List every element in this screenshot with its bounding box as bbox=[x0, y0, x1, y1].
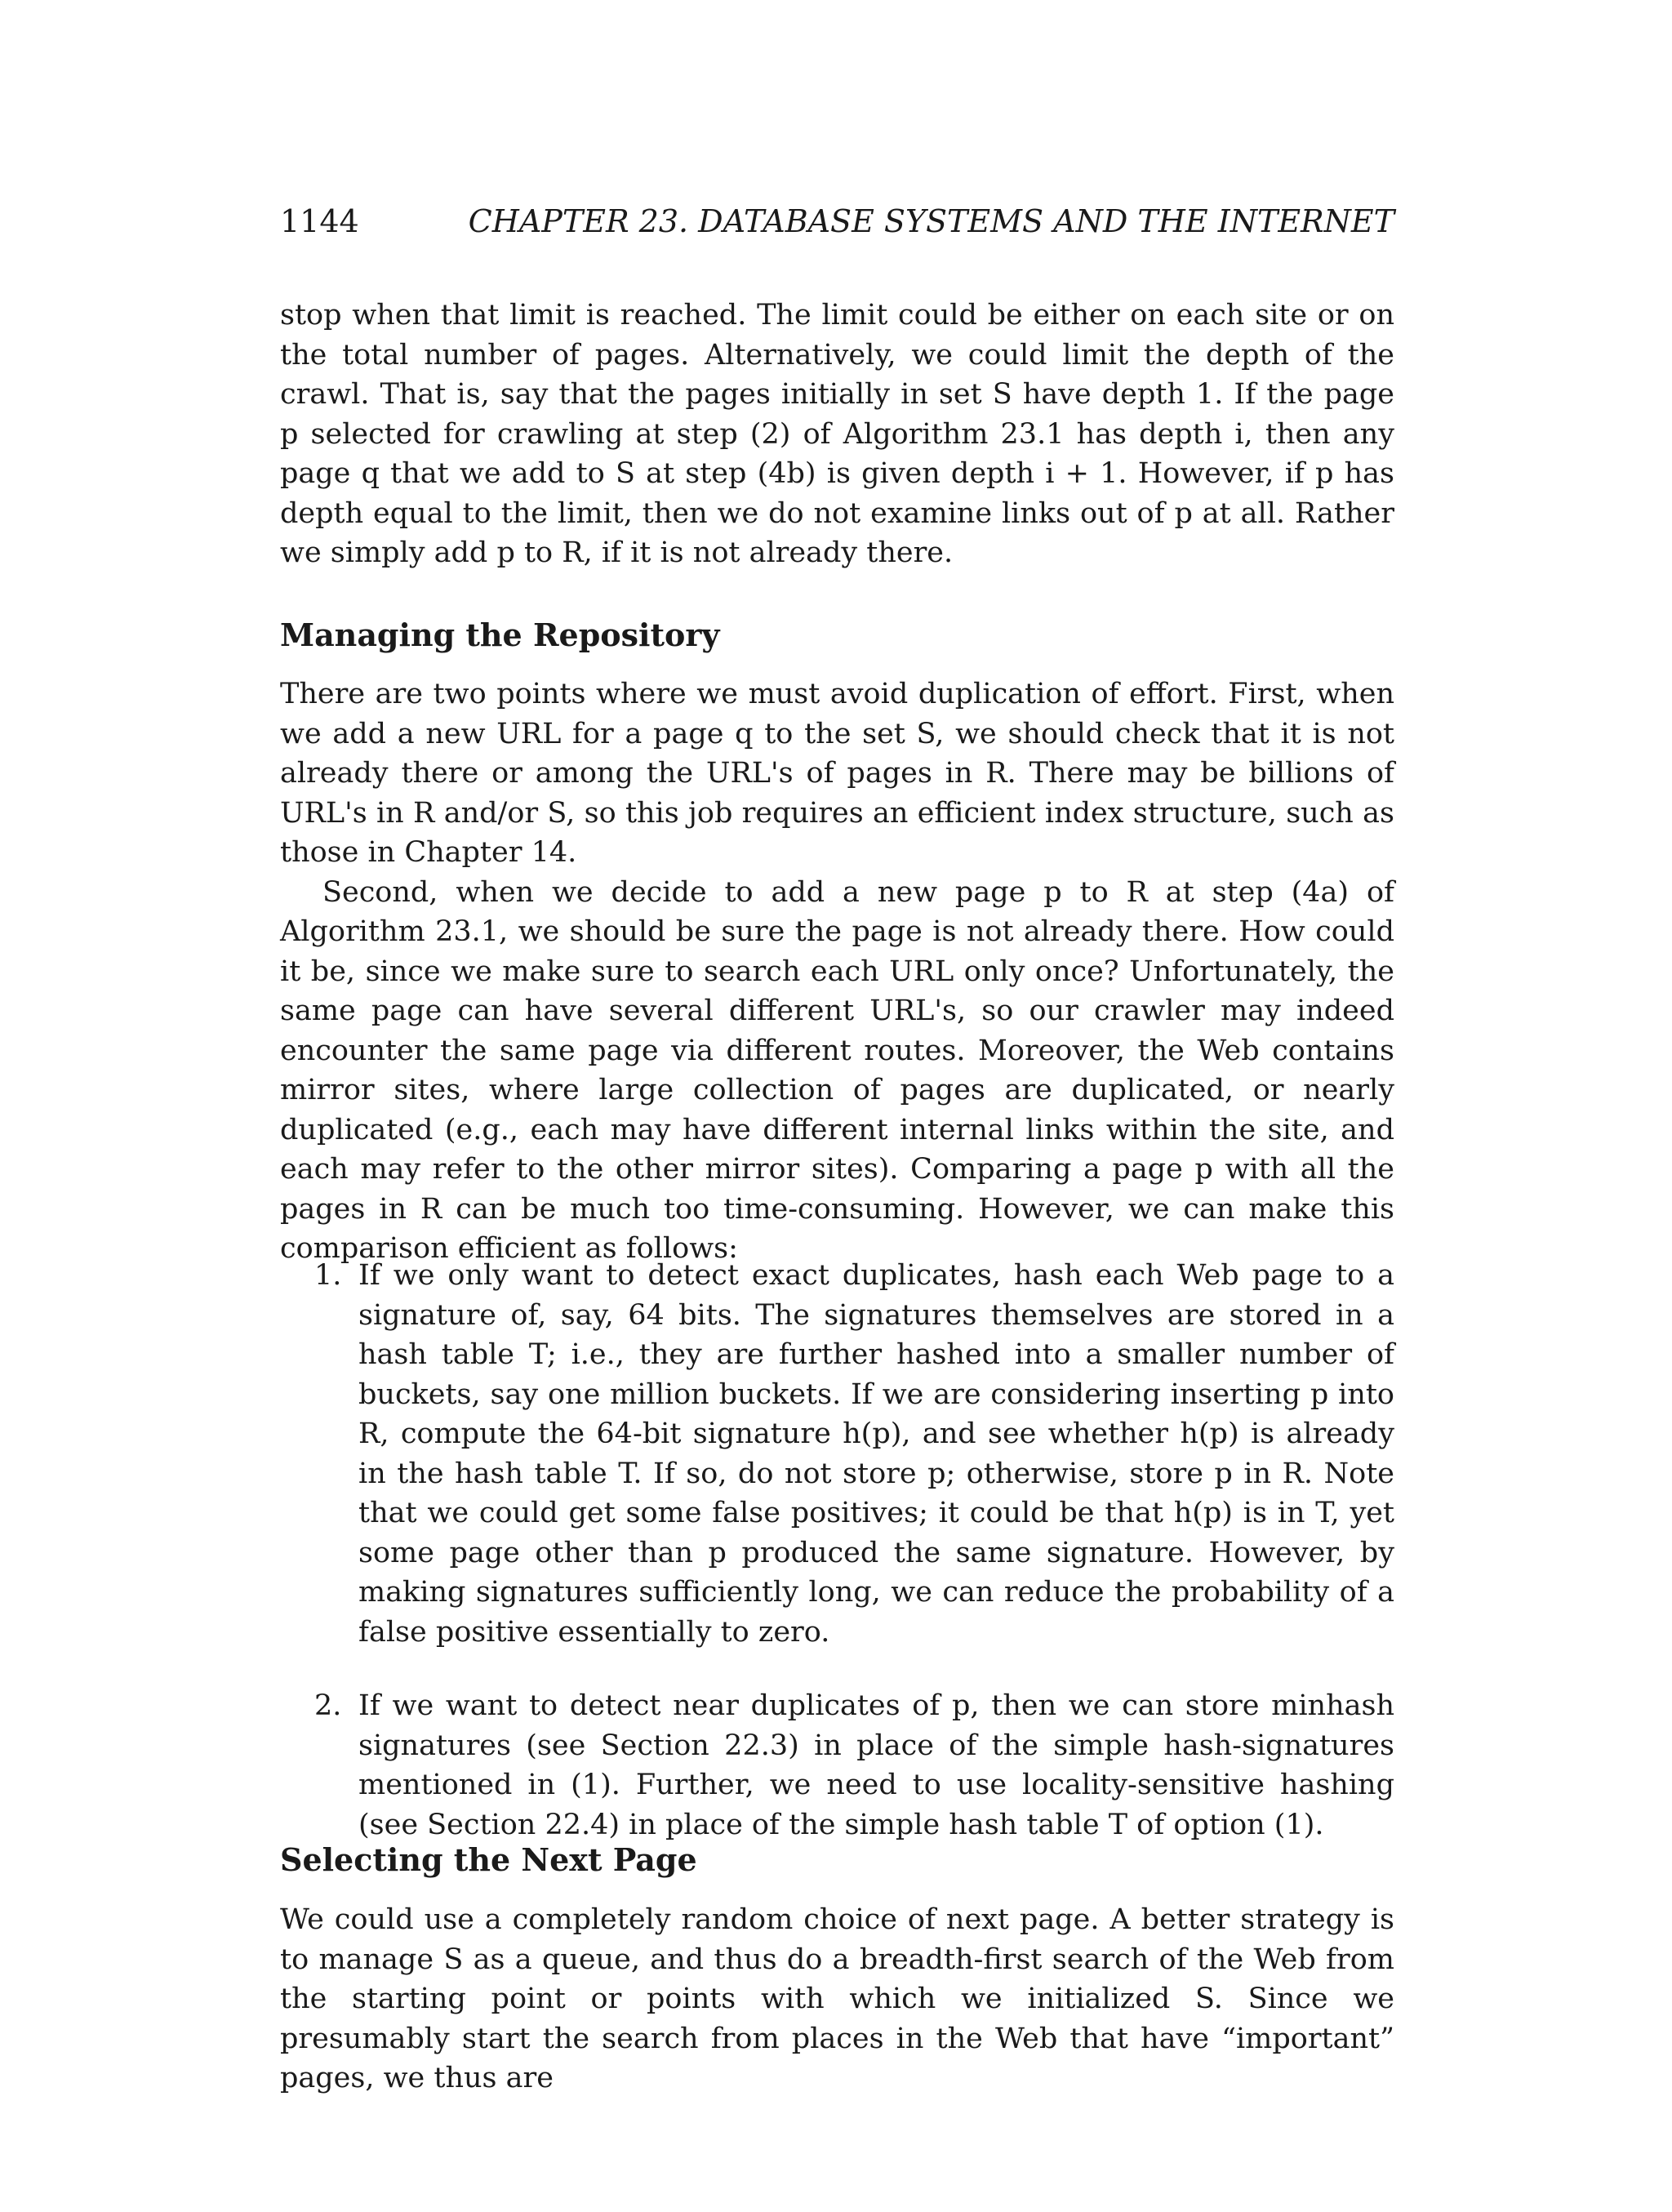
section-heading-next-page: Selecting the Next Page bbox=[280, 1841, 697, 1878]
intro-paragraph: stop when that limit is reached. The limit could be either on each site or on the total number of pages. Alternatively, we could limit the depth of the crawl. That is, say that the pages initially in set S have depth 1. If the page p selected for crawling at step (2) of Algorithm 23.1 has depth i, then any page q that we add to S at step (4b) is given depth i + 1. However, if p has depth equal to the limit, then we do not examine links out of p at all. Rather we simply add p to R, if it is not already there. bbox=[280, 299, 1394, 569]
intro-text bbox=[280, 296, 1394, 573]
repository-paragraph-1: There are two points where we must avoid duplication of effort. First, when we add a new URL for a page q to the set S, we should check that it is not already there or among the URL's of pages in R. There may be billions of URL's in R and/or S, so this job requires an efficient index structure, such as those in Chapter 14. bbox=[280, 678, 1394, 869]
list-item-text: If we want to detect near duplicates of p, then we can store minhash signatures (see Section 22.3) in place of the simple hash-signatures mentioned in (1). Further, we need to use locality-sensitive hashing (see Section 22.4) in place of the simple hash table T of option (1). bbox=[358, 1689, 1394, 1841]
next-page-paragraph-1: We could use a completely random choice of next page. A better strategy is to manage S as a queue, and thus do a breadth-first search of the Web from the starting point or points with which we initialized S. Since we presumably start the search from places in the Web that have “important” pages, we thus are bbox=[280, 1903, 1394, 2094]
list-item bbox=[280, 1686, 1394, 1845]
list-marker: 1. bbox=[314, 1259, 342, 1292]
list-item-text: If we only want to detect exact duplicates, hash each Web page to a signature of, say, 64 bits. The signatures themselves are stored in a hash table T; i.e., they are further hashed into a smaller number of buckets, say one million buckets. If we are considering inserting p into R, compute the 64-bit signature h(p), and see whether h(p) is already in the hash table T. If so, do not store p; otherwise, store p in R. Note that we could get some false positives; it could be that h(p) is in T, yet some page other than p produced the same signature. However, by making signatures sufficiently long, we can reduce the probability of a false positive essentially to zero. bbox=[358, 1259, 1394, 1649]
repository-text bbox=[280, 674, 1394, 1269]
page-number: 1144 bbox=[280, 203, 359, 239]
chapter-title: CHAPTER 23. DATABASE SYSTEMS AND THE INTERNET bbox=[468, 203, 1394, 239]
list-item bbox=[280, 1256, 1394, 1652]
dedup-options-list bbox=[280, 1256, 1394, 1845]
list-marker: 2. bbox=[314, 1689, 342, 1722]
running-head bbox=[280, 201, 1394, 242]
section-heading-repository: Managing the Repository bbox=[280, 616, 720, 653]
next-page-text bbox=[280, 1900, 1394, 2099]
repository-paragraph-2: Second, when we decide to add a new page p to R at step (4a) of Algorithm 23.1, we should be sure the page is not already there. How could it be, since we make sure to search each URL only once? Unfortunately, the same page can have several different URL's, so our crawler may indeed encounter the same page via different routes. Moreover, the Web contains mirror sites, where large collection of pages are duplicated, or nearly duplicated (e.g., each may have different internal links within the site, and each may refer to the other mirror sites). Comparing a page p with all the pages in R can be much too time-consuming. However, we can make this comparison efficient as follows: bbox=[280, 875, 1394, 1265]
